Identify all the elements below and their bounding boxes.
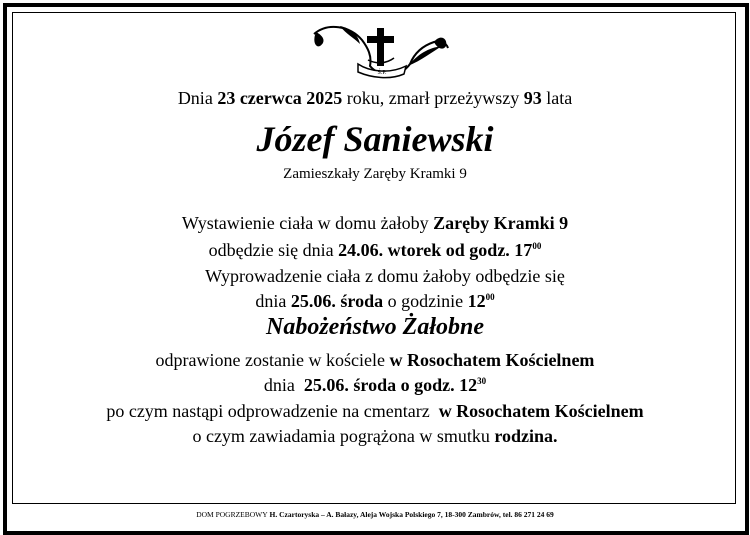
service-minutes: 30 [477, 376, 487, 386]
service-l1-pre: odprawione zostanie w kościele [155, 350, 390, 370]
funeral-home-footer [0, 510, 750, 519]
viewing-line-1 [0, 213, 750, 234]
ribbon-text: Ś.P. [377, 70, 387, 76]
departure-hour: 12 [467, 291, 486, 311]
viewing-minutes: 00 [532, 241, 542, 251]
death-date: 23 czerwca 2025 [217, 88, 343, 108]
viewing-date-time: 24.06. wtorek od godz. 17 [338, 240, 533, 260]
viewing-l4-pre: dnia [255, 291, 291, 311]
church-place: w Rosochatem Kościelnem [389, 350, 595, 370]
cemetery-place: w Rosochatem Kościelnem [438, 401, 644, 421]
departure-date: 25.06. środa [290, 291, 384, 311]
service-line-3 [0, 401, 750, 422]
death-announcement-line [0, 88, 750, 109]
header-pre: Dnia [177, 88, 218, 108]
header-post: lata [541, 88, 573, 108]
footer-details: H. Czartoryska – A. Bałazy, Aleja Wojska Polskiego 7, 18-300 Zambrów, tel. 86 271 24 69 [267, 510, 554, 519]
family-signature: rodzina. [494, 426, 558, 446]
service-line-1 [0, 350, 750, 371]
age: 93 [523, 88, 542, 108]
footer-company: DOM POGRZEBOWY [196, 510, 268, 519]
viewing-line-3: Wyprowadzenie ciała z domu żałoby odbędzie się [205, 266, 565, 286]
viewing-line-4 [0, 291, 750, 312]
service-line-4 [0, 426, 750, 447]
service-l3-pre: po czym nastąpi odprowadzenie na cmentarz [106, 401, 439, 421]
service-date-time: 25.06. środa o godz. 12 [303, 375, 478, 395]
viewing-line-2 [0, 240, 750, 261]
service-line-2 [0, 375, 750, 396]
departure-minutes: 00 [485, 292, 495, 302]
service-l4-pre: o czym zawiadamia pogrążona w smutku [192, 426, 495, 446]
viewing-l2-pre: odbędzie się dnia [208, 240, 339, 260]
service-title: Nabożeństwo Żałobne [265, 314, 484, 340]
viewing-l4-mid: o godzinie [383, 291, 468, 311]
deceased-name: Józef Saniewski [256, 119, 494, 159]
header-mid: roku, zmarł przeżywszy [342, 88, 524, 108]
residence: Zamieszkały Zaręby Kramki 9 [283, 166, 467, 182]
viewing-place: Zaręby Kramki 9 [433, 213, 569, 233]
viewing-l1-pre: Wystawienie ciała w domu żałoby [181, 213, 434, 233]
service-l2-pre: dnia [263, 375, 304, 395]
cross-ribbon-emblem-icon [310, 20, 450, 86]
